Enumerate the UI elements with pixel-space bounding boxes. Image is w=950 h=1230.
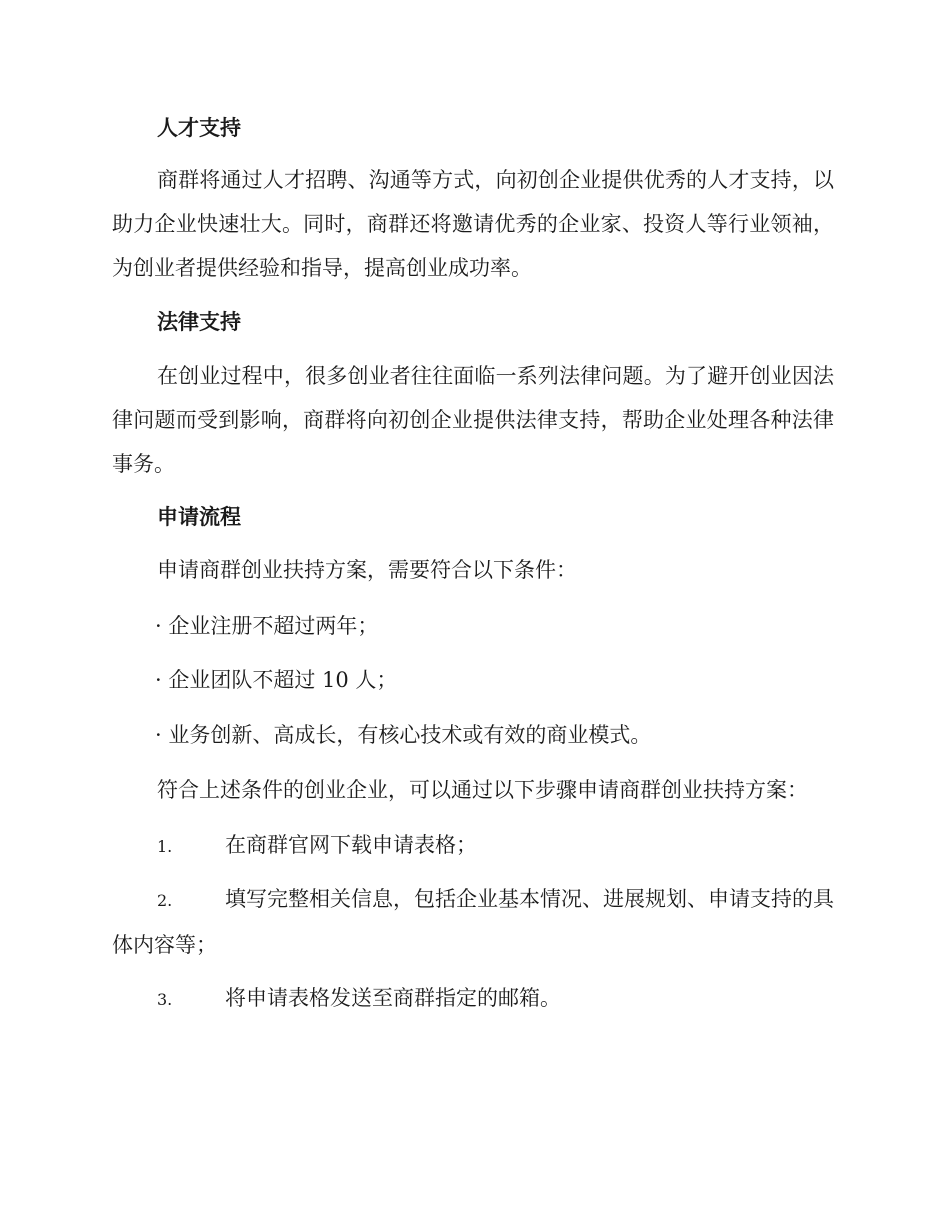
step-text: 将申请表格发送至商群指定的邮箱。 — [225, 986, 561, 1010]
section-heading-legal: 法律支持 — [157, 310, 241, 334]
steps-intro: 符合上述条件的创业企业，可以通过以下步骤申请商群创业扶持方案： — [157, 778, 808, 802]
application-intro: 申请商群创业扶持方案，需要符合以下条件： — [157, 558, 577, 582]
condition-item: · 业务创新、高成长，有核心技术或有效的商业模式。 — [155, 723, 652, 747]
step-number: 2. — [157, 891, 173, 910]
step-text: 在商群官网下载申请表格； — [225, 833, 477, 857]
section-heading-application: 申请流程 — [157, 505, 241, 529]
step-text: 填写完整相关信息，包括企业基本情况、进展规划、申请支持的具体内容等； — [112, 887, 834, 957]
step-item — [112, 877, 834, 967]
step-item — [112, 976, 834, 1022]
condition-item: · 企业注册不超过两年； — [155, 614, 379, 638]
step-item — [112, 823, 834, 869]
section-paragraph-talent: 商群将通过人才招聘、沟通等方式，向初创企业提供优秀的人才支持，以助力企业快速壮大。同时，商群还将邀请优秀的企业家、投资人等行业领袖，为创业者提供经验和指导，提高创业成功率。 — [112, 168, 834, 280]
step-number: 1. — [157, 837, 173, 856]
section-heading-talent: 人才支持 — [157, 116, 241, 140]
step-number: 3. — [157, 990, 173, 1009]
condition-item: · 企业团队不超过 10 人； — [155, 668, 398, 692]
section-paragraph-legal: 在创业过程中，很多创业者往往面临一系列法律问题。为了避开创业因法律问题而受到影响，商群将向初创企业提供法律支持，帮助企业处理各种法律事务。 — [112, 364, 834, 476]
